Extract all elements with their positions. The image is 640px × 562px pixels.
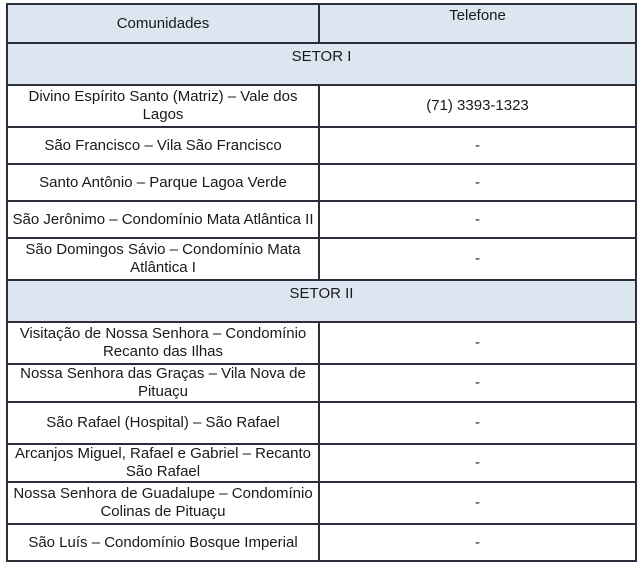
- table-row: [7, 482, 636, 524]
- community-cell: Arcanjos Miguel, Rafael e Gabriel – Recanto São Rafael: [7, 444, 319, 482]
- community-cell: São Rafael (Hospital) – São Rafael: [7, 402, 319, 444]
- section-row: [7, 43, 636, 85]
- phone-cell: -: [319, 444, 636, 482]
- phone-cell: (71) 3393-1323: [319, 85, 636, 127]
- phone-cell: -: [319, 482, 636, 524]
- header-phone: Telefone: [319, 4, 636, 43]
- header-row: [7, 4, 636, 43]
- table-row: [7, 238, 636, 280]
- table-row: [7, 444, 636, 482]
- community-cell: São Francisco – Vila São Francisco: [7, 127, 319, 164]
- community-cell: Nossa Senhora das Graças – Vila Nova de Pituaçu: [7, 364, 319, 402]
- community-cell: Santo Antônio – Parque Lagoa Verde: [7, 164, 319, 201]
- table-row: [7, 322, 636, 364]
- table-row: [7, 201, 636, 238]
- table-row: [7, 402, 636, 444]
- table-row: [7, 524, 636, 561]
- phone-cell: -: [319, 238, 636, 280]
- table-row: [7, 164, 636, 201]
- phone-cell: -: [319, 164, 636, 201]
- phone-cell: -: [319, 524, 636, 561]
- section-title: SETOR I: [7, 43, 636, 85]
- phone-cell: -: [319, 127, 636, 164]
- table-row: [7, 364, 636, 402]
- phone-cell: -: [319, 322, 636, 364]
- phone-cell: -: [319, 201, 636, 238]
- phone-cell: -: [319, 364, 636, 402]
- header-communities: Comunidades: [7, 4, 319, 43]
- community-cell: Divino Espírito Santo (Matriz) – Vale dos Lagos: [7, 85, 319, 127]
- table-row: [7, 85, 636, 127]
- community-cell: Nossa Senhora de Guadalupe – Condomínio Colinas de Pituaçu: [7, 482, 319, 524]
- section-row: [7, 280, 636, 322]
- communities-table: [6, 3, 637, 562]
- community-cell: São Jerônimo – Condomínio Mata Atlântica II: [7, 201, 319, 238]
- table-row: [7, 127, 636, 164]
- community-cell: São Domingos Sávio – Condomínio Mata Atlântica I: [7, 238, 319, 280]
- community-cell: Visitação de Nossa Senhora – Condomínio Recanto das Ilhas: [7, 322, 319, 364]
- phone-cell: -: [319, 402, 636, 444]
- community-cell: São Luís – Condomínio Bosque Imperial: [7, 524, 319, 561]
- section-title: SETOR II: [7, 280, 636, 322]
